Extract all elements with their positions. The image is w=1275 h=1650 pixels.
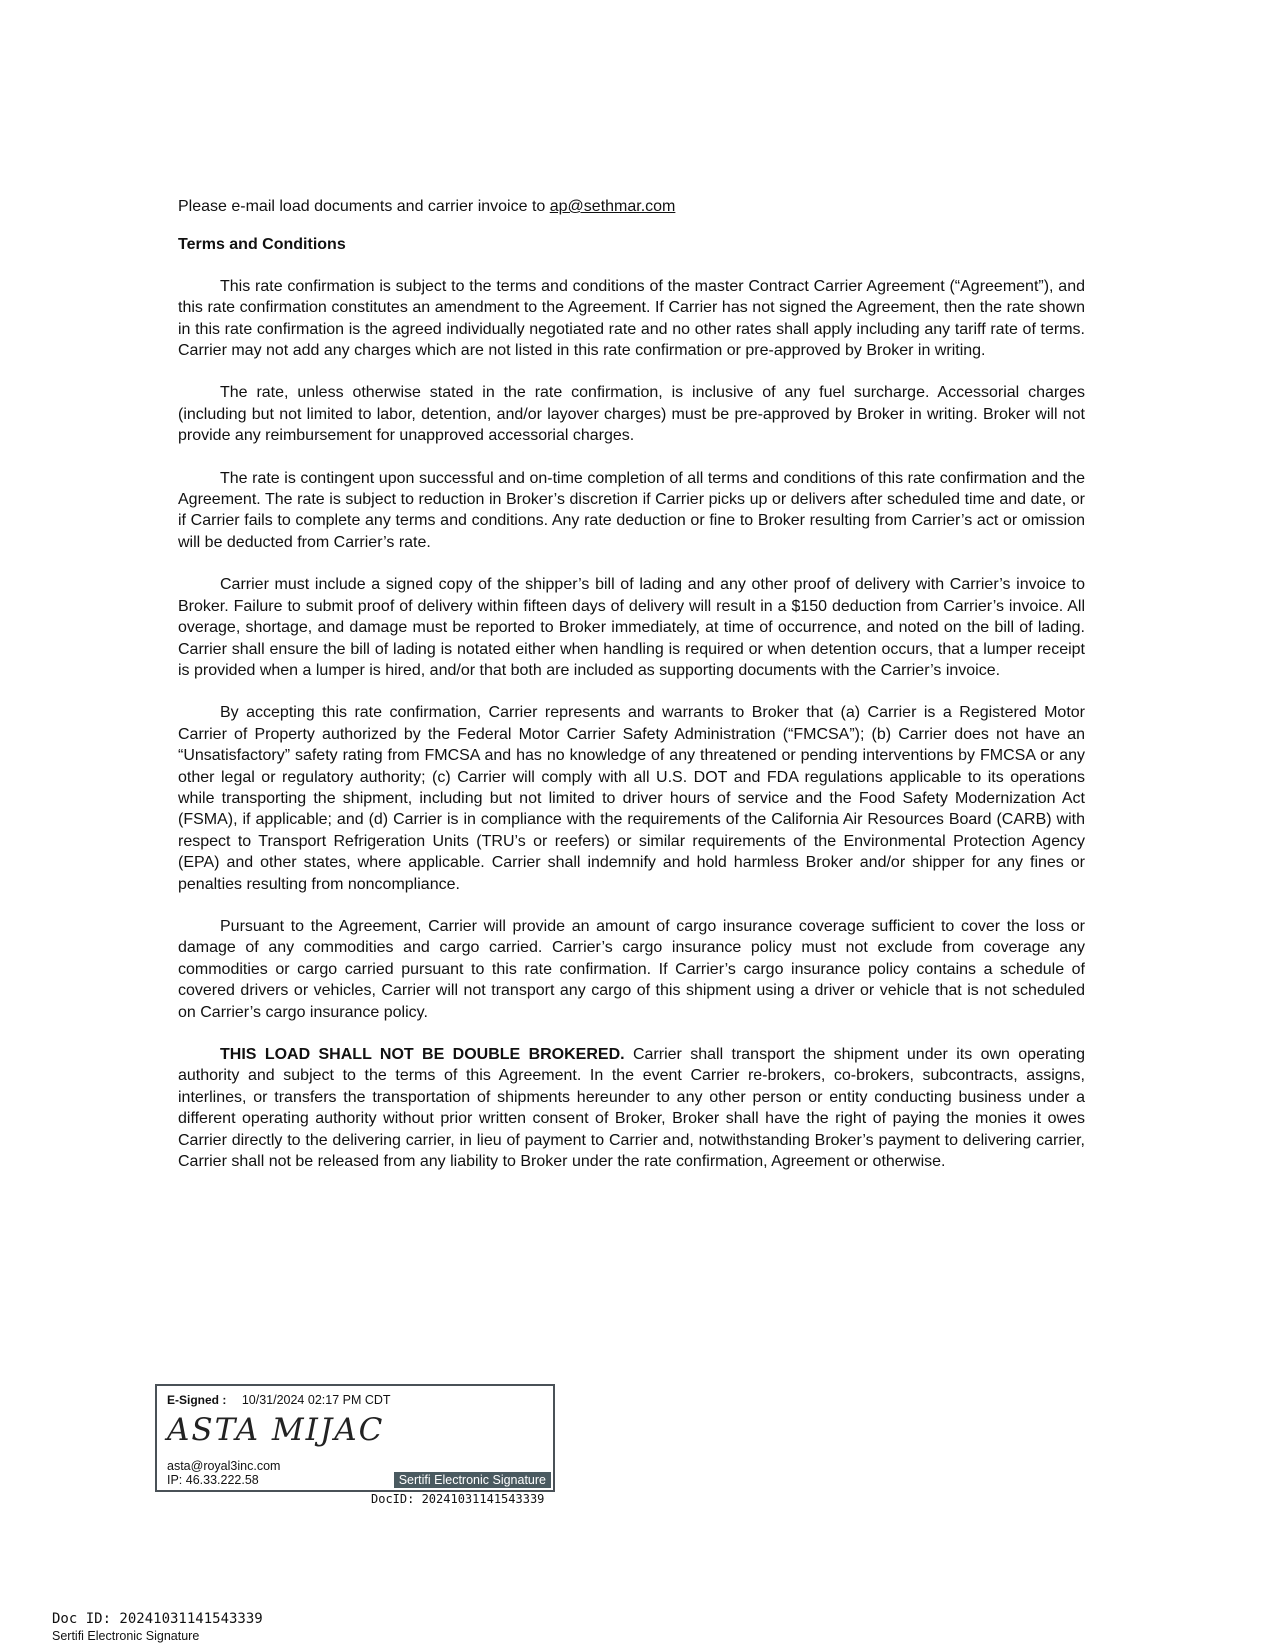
terms-heading: Terms and Conditions <box>178 236 346 254</box>
signer-signature: ASTA MIJAC <box>167 1412 385 1448</box>
terms-paragraph-7-text: Carrier shall transport the shipment under its own operating authority and subject to the terms of this Agreement. In the event Carrier re-brokers, co-brokers, subcontracts, assigns, interlines, or transfers the transportation of shipments hereunder to any other person or entity conducting business under a different operating authority without prior written consent of Broker, Broker shall have the right of paying the monies it owes Carrier directly to the delivering carrier, in lieu of payment to Carrier and, notwithstanding Broker’s payment to delivering carrier, Carrier shall not be released from any liability to Broker under the rate confirmation, Agreement or otherwise. <box>178 1046 1086 1171</box>
e-signed-label: E-Signed : <box>167 1393 227 1407</box>
terms-paragraph-1: This rate confirmation is subject to the terms and conditions of the master Contract Carrier Agreement (“Agreement”), and this rate confirmation constitutes an amendment to the Agreement. If Carrier has not signed the Agreement, then the rate shown in this rate confirmation is the agreed individually negotiated rate and no other rates shall apply including any tariff rate of terms. Carrier may not add any charges which are not listed in this rate confirmation or pre-approved by Broker in writing. <box>178 277 1085 360</box>
terms-paragraph-2: The rate, unless otherwise stated in the rate confirmation, is inclusive of any fuel surcharge. Accessorial charges (including but not limited to labor, detention, and/or layover charges) must be pre-approved by Broker in writing. Broker will not provide any reimbursement for unapproved accessorial charges. <box>178 384 1085 445</box>
document-body <box>178 196 1085 1193</box>
e-signed-timestamp: 10/31/2024 02:17 PM CDT <box>241 1393 391 1407</box>
signer-ip: IP: 46.33.222.58 <box>167 1473 259 1487</box>
e-signed-line <box>167 1393 391 1407</box>
double-brokered-notice: THIS LOAD SHALL NOT BE DOUBLE BROKERED. <box>220 1046 625 1063</box>
email-instruction <box>178 196 1085 217</box>
email-link[interactable]: ap@sethmar.com <box>549 198 676 215</box>
footer-sertifi: Sertifi Electronic Signature <box>52 1629 200 1643</box>
footer-docid: Doc ID: 20241031141543339 <box>52 1611 263 1627</box>
terms-paragraph-6: Pursuant to the Agreement, Carrier will provide an amount of cargo insurance coverage sufficient to cover the loss or damage of any commodities and cargo carried. Carrier’s cargo insurance policy must not exclude from coverage any commodities or cargo carried pursuant to this rate confirmation. If Carrier’s cargo insurance policy contains a schedule of covered drivers or vehicles, Carrier will not transport any cargo of this shipment using a driver or vehicle that is not scheduled on Carrier’s cargo insurance policy. <box>178 917 1085 1021</box>
terms-paragraph-4: Carrier must include a signed copy of the shipper’s bill of lading and any other proof of delivery with Carrier’s invoice to Broker. Failure to submit proof of delivery within fifteen days of delivery will result in a $150 deduction from Carrier’s invoice. All overage, shortage, and damage must be reported to Broker immediately, at time of occurrence, and noted on the bill of lading. Carrier shall ensure the bill of lading is notated either when handling is required or when detention occurs, that a lumper receipt is provided when a lumper is hired, and/or that both are included as supporting documents with the Carrier’s invoice. <box>178 576 1085 679</box>
terms-paragraph-7 <box>178 1044 1085 1172</box>
e-signature-box <box>155 1384 555 1492</box>
sertifi-badge: Sertifi Electronic Signature <box>394 1472 551 1488</box>
signer-email: asta@royal3inc.com <box>167 1459 281 1473</box>
terms-paragraph-5: By accepting this rate confirmation, Carrier represents and warrants to Broker that (a) Carrier is a Registered Motor Carrier of Property authorized by the Federal Motor Carrier Safety Administration (“FMCSA”); (b) Carrier does not have an “Unsatisfactory” safety rating from FMCSA and has no knowledge of any threatened or pending interventions by FMCSA or any other legal or regulatory authority; (c) Carrier will comply with all U.S. DOT and FDA regulations applicable to its operations while transporting the shipment, including but not limited to driver hours of service and the Food Safety Modernization Act (FSMA), if applicable; and (d) Carrier is in compliance with the requirements of the California Air Resources Board (CARB) with respect to Transport Refrigeration Units (TRU’s or reefers) or similar requirements of the Environmental Protection Agency (EPA) and other states, where applicable. Carrier shall indemnify and hold harmless Broker and/or shipper for any fines or penalties resulting from noncompliance. <box>178 704 1085 893</box>
email-instruction-text: Please e-mail load documents and carrier invoice to <box>178 198 546 215</box>
terms-paragraph-3: The rate is contingent upon successful and on-time completion of all terms and conditions of this rate confirmation and the Agreement. The rate is subject to reduction in Broker’s discretion if Carrier picks up or delivers after scheduled time and date, or if Carrier fails to complete any terms and conditions. Any rate deduction or fine to Broker resulting from Carrier’s act or omission will be deducted from Carrier’s rate. <box>178 469 1085 551</box>
signature-docid: DocID: 20241031141543339 <box>371 1492 545 1506</box>
